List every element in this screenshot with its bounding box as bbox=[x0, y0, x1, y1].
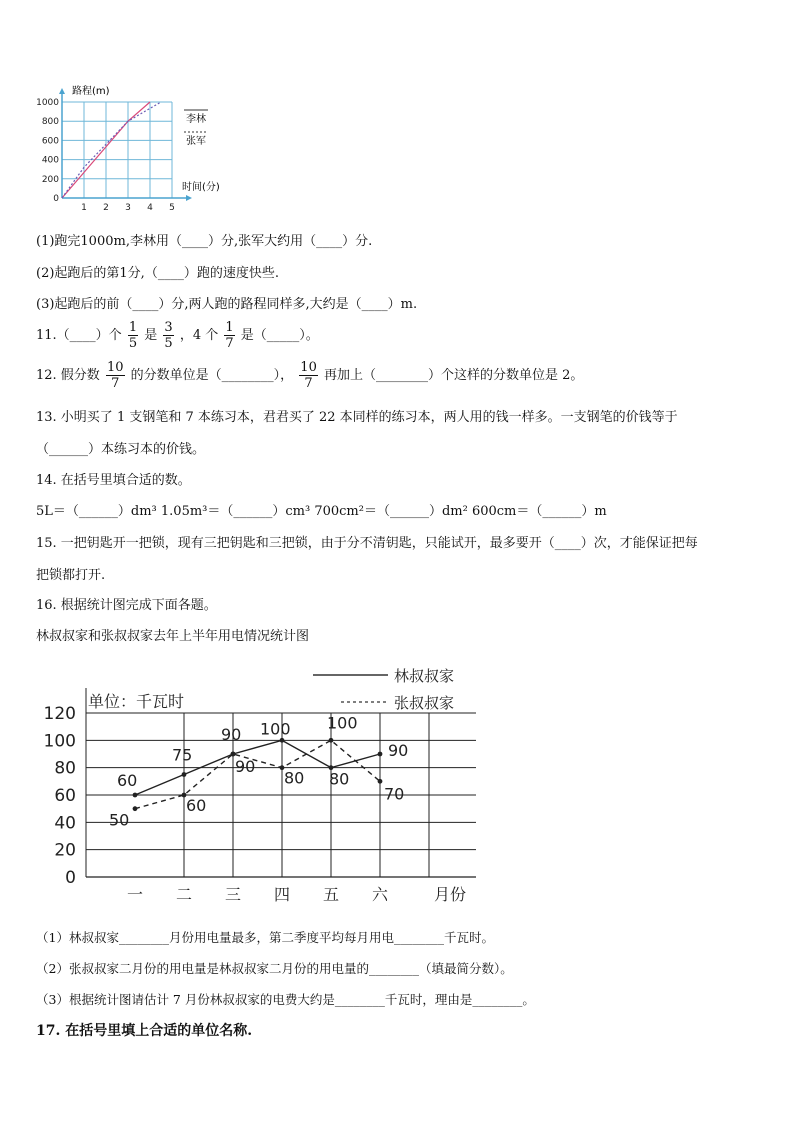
data-label: 60 bbox=[186, 796, 207, 815]
fraction-1-7: $\frac{1}{7}$ bbox=[225, 320, 234, 351]
series-line-zhang bbox=[62, 102, 161, 198]
q11: 11.（____）个 $\frac{1}{5}$ 是 $\frac{3}{5}$ ，4 个 $\frac{1}{7}$ 是（_____）。 bbox=[36, 320, 319, 351]
x-tick-label: 三 bbox=[224, 885, 242, 904]
y-tick-label: 800 bbox=[41, 117, 59, 128]
fraction-10-7: $\frac{10}{7}$ bbox=[106, 360, 124, 391]
q17-line1: 17. 在括号里填上合适的单位名称. bbox=[36, 1023, 253, 1039]
q10-line2: (2)起跑后的第1分,（____）跑的速度快些. bbox=[36, 266, 279, 281]
data-point bbox=[378, 779, 383, 784]
data-point bbox=[231, 752, 236, 757]
data-label: 80 bbox=[284, 768, 305, 788]
data-label: 100 bbox=[260, 719, 291, 739]
y-tick-label: 60 bbox=[54, 786, 76, 806]
x-tick-label: 4 bbox=[147, 203, 153, 213]
data-point bbox=[133, 793, 138, 798]
chart-unit-label: 单位：千瓦时 bbox=[88, 692, 185, 711]
y-tick-label: 1000 bbox=[36, 98, 59, 108]
data-point bbox=[329, 738, 334, 743]
q13-line1: 13. 小明买了 1 支钢笔和 7 本练习本，君君买了 22 本同样的练习本，两人用的钱一样多。一支钢笔的价钱等于 bbox=[36, 410, 678, 425]
x-tick-label: 四 bbox=[273, 885, 291, 904]
x-tick-label: 二 bbox=[175, 885, 193, 904]
y-tick-label: 100 bbox=[43, 731, 76, 752]
q16-line1: 16. 根据统计图完成下面各题。 bbox=[36, 598, 217, 613]
fraction-3-5: $\frac{3}{5}$ bbox=[164, 320, 173, 351]
data-label: 60 bbox=[117, 771, 138, 790]
q16-sub2: （2）张叔叔家二月份的用电量是林叔叔家二月份的用电量的________（填最简分数）。 bbox=[36, 961, 513, 976]
q12: 12. 假分数 $\frac{10}{7}$ 的分数单位是（________）， $\frac{10}{7}$ 再加上（________）个这样的分数单位是 2。 bbox=[36, 360, 584, 391]
data-label: 90 bbox=[221, 725, 242, 744]
data-label: 90 bbox=[235, 757, 256, 776]
x-tick-label: 5 bbox=[169, 203, 175, 213]
data-point bbox=[133, 806, 138, 811]
q16-chart-caption: 林叔叔家和张叔叔家去年上半年用电情况统计图 bbox=[36, 629, 310, 644]
q15-line2: 把锁都打开. bbox=[36, 568, 106, 583]
data-point bbox=[280, 738, 285, 743]
x-tick-label: 2 bbox=[103, 203, 109, 213]
y-tick-label: 0 bbox=[53, 194, 59, 204]
y-tick-label: 20 bbox=[54, 840, 76, 861]
x-tick-label: 六 bbox=[371, 885, 389, 904]
data-point bbox=[378, 752, 383, 757]
x-axis-arrow bbox=[186, 195, 192, 201]
q10-line3: (3)起跑后的前（____）分,两人跑的路程同样多,大约是（____）m. bbox=[36, 297, 418, 312]
fraction-1-5: $\frac{1}{5}$ bbox=[128, 320, 138, 351]
data-label: 50 bbox=[109, 810, 130, 830]
y-axis-arrow bbox=[59, 88, 65, 94]
q10-line1: (1)跑完1000m,李林用（____）分,张军大约用（____）分. bbox=[36, 234, 373, 249]
legend-li: 李林 bbox=[186, 114, 206, 125]
data-label: 80 bbox=[329, 769, 350, 789]
y-tick-label: 200 bbox=[41, 174, 59, 185]
q16-sub1: （1）林叔叔家________月份用电量最多，第二季度平均每月用电________千瓦时。 bbox=[36, 930, 494, 945]
legend-label-lin: 林叔叔家 bbox=[394, 667, 455, 685]
y-tick-label: 0 bbox=[65, 868, 76, 888]
q14-line2: 5L＝（______）dm³ 1.05m³＝（______）cm³ 700cm²＝（______）dm² 600cm＝（______）m bbox=[36, 504, 607, 519]
data-label: 100 bbox=[327, 713, 358, 733]
chart-x-title: 时间(分) bbox=[182, 182, 220, 193]
data-label: 75 bbox=[172, 745, 193, 765]
x-tick-label: 一 bbox=[126, 885, 144, 904]
legend-zhang: 张军 bbox=[186, 136, 206, 147]
q13-line2: （______）本练习本的价钱。 bbox=[36, 442, 206, 457]
electricity-chart bbox=[36, 655, 516, 910]
distance-time-chart bbox=[28, 80, 228, 215]
x-tick-label: 1 bbox=[81, 203, 87, 213]
x-tick-label: 五 bbox=[322, 885, 340, 904]
q14-line1: 14. 在括号里填合适的数。 bbox=[36, 473, 191, 488]
data-label: 70 bbox=[384, 784, 405, 804]
x-tick-label: 3 bbox=[125, 203, 131, 213]
y-tick-label: 400 bbox=[41, 155, 59, 166]
legend-label-zhang: 张叔叔家 bbox=[394, 694, 455, 712]
chart-x-unit: 月份 bbox=[434, 885, 467, 904]
q16-sub3: （3）根据统计图请估计 7 月份林叔叔家的电费大约是________千瓦时，理由是________。 bbox=[36, 992, 535, 1007]
y-tick-label: 40 bbox=[54, 813, 76, 834]
q15-line1: 15. 一把钥匙开一把锁，现有三把钥匙和三把锁，由于分不清钥匙，只能试开，最多要开（____）次，才能保证把每 bbox=[36, 536, 698, 551]
chart-y-title: 路程(m) bbox=[72, 86, 110, 97]
y-tick-label: 120 bbox=[43, 704, 76, 724]
y-tick-label: 80 bbox=[54, 758, 76, 779]
data-label: 90 bbox=[388, 741, 409, 760]
fraction-10-7-b: $\frac{10}{7}$ bbox=[300, 360, 317, 391]
y-tick-label: 600 bbox=[41, 136, 59, 147]
data-point bbox=[182, 772, 187, 777]
